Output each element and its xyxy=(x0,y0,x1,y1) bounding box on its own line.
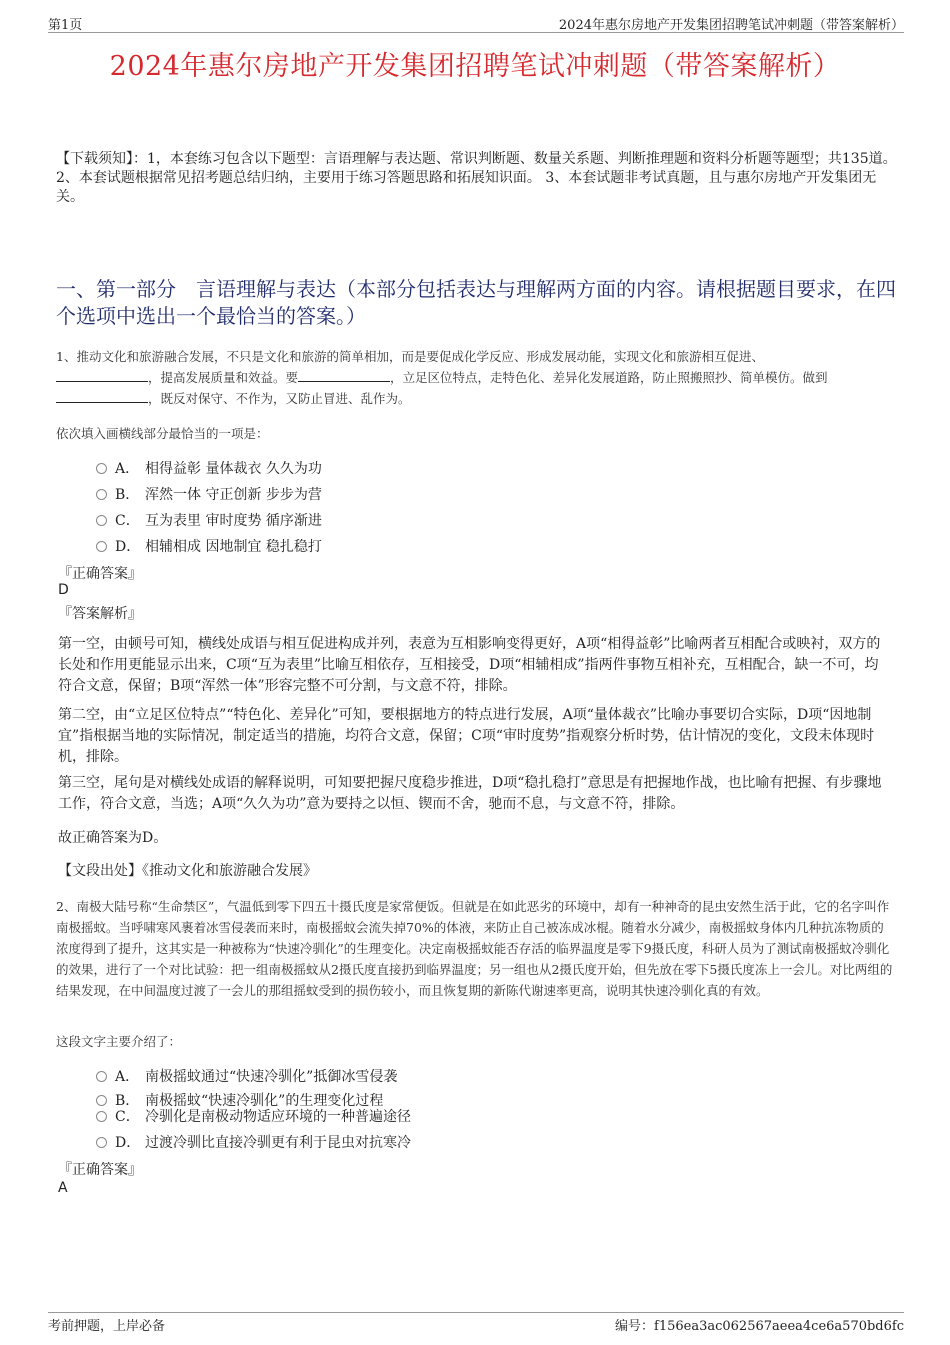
page-title: 2024年惠尔房地产开发集团招聘笔试冲刺题（带答案解析） xyxy=(109,51,841,82)
blank-2 xyxy=(298,369,390,382)
question-1-answer: D xyxy=(58,582,69,598)
question-1-source: 【文段出处】《推动文化和旅游融合发展》 xyxy=(58,863,317,879)
blank-1 xyxy=(56,369,148,382)
question-2-prompt: 这段文字主要介绍了： xyxy=(56,1034,182,1049)
analysis-paragraph-2: 第二空，由“立足区位特点”“特色化、差异化”可知，要根据地方的特点进行发展，A项“量体裁衣”比喻办事要切合实际，D项“因地制宜”指根据当地的实际情况，制定适当的措施，均符合文意，保留；C项“审时度势”指观察分析时势，估计情况的变化，文段未体现时机，排除。 xyxy=(58,707,875,765)
analysis-paragraph-1: 第一空，由顿号可知，横线处成语与相互促进构成并列，表意为互相影响变得更好，A项“相得益彰”比喻两者互相配合或映衬，双方的长处和作用更能显示出来，C项“互为表里”比喻互相依存，互相接受，D项“相辅相成”指两件事物互相补充，互相配合，缺一不可，均符合文意，保留；B项“浑然一体”形容完整不可分割，与文意不符，排除。 xyxy=(58,636,881,694)
radio-icon[interactable] xyxy=(96,1137,107,1148)
question-2-stem: 2、南极大陆号称“生命禁区”，气温低到零下四五十摄氏度是家常便饭。但就是在如此恶劣的环境中，却有一种神奇的昆虫安然生活于此，它的名字叫作南极摇蚊。当呼啸寒风裹着冰雪侵袭而来时，南极摇蚊会流失掉70%的体液，来防止自己被冻成冰棍。随着水分减少，南极摇蚊身体内几种抗冻物质的浓度得到了提升，这其实是一种被称为“快速冷驯化”的生理变化。决定南极摇蚊能否存活的临界温度是零下9摄氏度，科研人员为了测试南极摇蚊冷驯化的效果，进行了一个对比试验：把一组南极摇蚊从2摄氏度直接扔到临界温度；另一组也从2摄氏度开始，但先放在零下5摄氏度冻上一会儿。对比两组的结果发现，在中间温度过渡了一会儿的那组摇蚊受到的损伤较小，而且恢复期的新陈代谢速率更高，说明其快速冷驯化真的有效。 xyxy=(56,899,893,998)
radio-icon[interactable] xyxy=(96,489,107,500)
question-2-option-b[interactable]: B． 南极摇蚊“快速冷驯化”的生理变化过程 xyxy=(96,1090,383,1110)
question-2-option-c[interactable]: C． 冷驯化是南极动物适应环境的一种普遍途径 xyxy=(96,1106,411,1126)
question-2-answer-label: 『正确答案』 xyxy=(58,1162,142,1178)
radio-icon[interactable] xyxy=(96,1111,107,1122)
question-1-option-d[interactable]: D． 相辅相成 因地制宜 稳扎稳打 xyxy=(96,536,322,556)
question-1-option-a[interactable]: A． 相得益彰 量体裁衣 久久为功 xyxy=(96,458,322,478)
analysis-paragraph-3: 第三空，尾句是对横线处成语的解释说明，可知要把握尺度稳步推进，D项“稳扎稳打”意思是有把握地作战，也比喻有把握、有步骤地工作，符合文意，当选；A项“久久为功”意为要持之以恒、锲而不舍，驰而不息，与文意不符，排除。 xyxy=(58,775,882,812)
question-2-answer: A xyxy=(58,1180,68,1196)
radio-icon[interactable] xyxy=(96,541,107,552)
section-title: 一、第一部分 言语理解与表达（本部分包括表达与理解两方面的内容。请根据题目要求，在四个选项中选出一个最恰当的答案。） xyxy=(56,277,896,328)
question-1-option-c[interactable]: C． 互为表里 审时度势 循序渐进 xyxy=(96,510,322,530)
question-1-analysis-label: 『答案解析』 xyxy=(58,606,142,622)
page-footer xyxy=(48,1312,904,1333)
question-1-answer-label: 『正确答案』 xyxy=(58,566,142,582)
page-header xyxy=(48,14,904,33)
page-number: 第1页 xyxy=(48,18,83,33)
footer-slogan: 考前押题，上岸必备 xyxy=(48,1319,166,1334)
footer-serial: 编号：f156ea3ac062567aeea4ce6a570bd6fc xyxy=(615,1319,904,1334)
question-1-prompt: 依次填入画横线部分最恰当的一项是： xyxy=(56,426,269,441)
blank-3 xyxy=(56,390,148,403)
analysis-conclusion: 故正确答案为D。 xyxy=(58,830,168,846)
question-2-option-d[interactable]: D． 过渡冷驯比直接冷驯更有利于昆虫对抗寒冷 xyxy=(96,1132,411,1152)
question-1-stem: 1、推动文化和旅游融合发展，不只是文化和旅游的简单相加，而是要促成化学反应、形成发展动能，实现文化和旅游相互促进、 ，提高发展质量和效益。要 ，立足区位特点，走特色化、差异化发展道路，防止照搬照抄、简单模仿。做到 ，既反对保守、不作为，又防止冒进、乱作为。 xyxy=(56,349,828,406)
radio-icon[interactable] xyxy=(96,515,107,526)
radio-icon[interactable] xyxy=(96,1071,107,1082)
download-notice: 【下载须知】：1，本套练习包含以下题型：言语理解与表达题、常识判断题、数量关系题、判断推理题和资料分析题等题型；共135道。 2、本套试题根据常见招考题总结归纳，主要用于练习答题思路和拓展知识面。 3、本套试题非考试真题，且与惠尔房地产开发集团无关。 xyxy=(56,151,897,205)
header-doc-title: 2024年惠尔房地产开发集团招聘笔试冲刺题（带答案解析） xyxy=(558,18,904,33)
question-2-option-a[interactable]: A． 南极摇蚊通过“快速冷驯化”抵御冰雪侵袭 xyxy=(96,1066,397,1086)
question-1-option-b[interactable]: B． 浑然一体 守正创新 步步为营 xyxy=(96,484,322,504)
radio-icon[interactable] xyxy=(96,1095,107,1106)
radio-icon[interactable] xyxy=(96,463,107,474)
